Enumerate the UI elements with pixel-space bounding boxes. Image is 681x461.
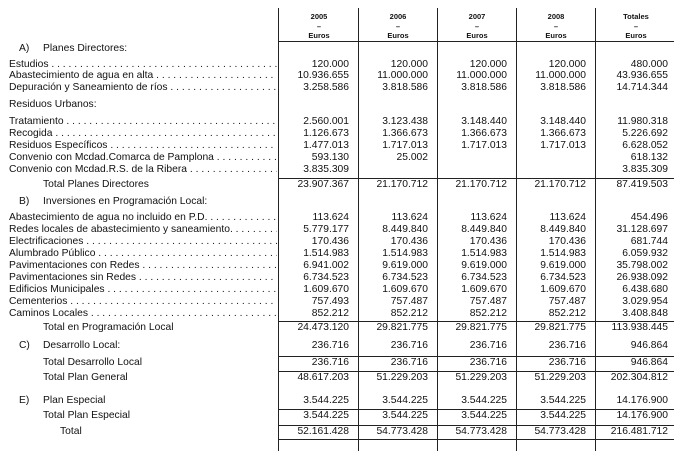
header-dash: –	[316, 22, 322, 31]
row-label: Recogida . . .	[9, 128, 277, 139]
cell-value: 3.029.954	[622, 296, 668, 307]
table-row	[0, 284, 681, 295]
table-row	[0, 128, 681, 139]
cell-value: 3.544.225	[382, 395, 428, 406]
cell-value: 3.544.225	[382, 410, 428, 421]
cell-value: 51.229.203	[534, 372, 586, 383]
table-row	[0, 224, 681, 235]
cell-value: 1.366.673	[540, 128, 586, 139]
cell-value: 757.487	[390, 296, 428, 307]
row-label: Cementerios . . .	[9, 296, 277, 307]
cell-value: 3.544.225	[540, 395, 586, 406]
cell-value: 29.821.775	[455, 322, 507, 333]
section-letter: E)	[19, 395, 30, 406]
bottom-rule	[278, 439, 674, 440]
cell-value: 3.148.440	[540, 116, 586, 127]
cell-value: 852.212	[548, 308, 586, 319]
cell-value: 1.514.983	[461, 248, 507, 259]
cell-value: 3.148.440	[461, 116, 507, 127]
cell-value: 113.624	[391, 212, 428, 223]
cell-value: 11.000.000	[377, 70, 428, 81]
cell-value: 3.835.309	[622, 164, 668, 175]
cell-value: 5.226.692	[622, 128, 668, 139]
section-label	[9, 43, 277, 54]
section-title: Planes Directores:	[43, 43, 128, 54]
cell-value: 236.716	[390, 340, 428, 351]
header-unit: Euros	[625, 31, 647, 40]
cell-value: 3.258.586	[303, 82, 349, 93]
section-title: Plan Especial	[43, 395, 106, 406]
cell-value: 1.609.670	[382, 284, 428, 295]
cell-value: 852.212	[311, 308, 349, 319]
header-unit: Euros	[545, 31, 567, 40]
total-rule	[278, 371, 674, 372]
row-label: Pavimentaciones con Redes . . .	[9, 260, 277, 271]
cell-value: 21.170.712	[455, 179, 507, 190]
cell-value: 1.366.673	[461, 128, 507, 139]
cell-value: 8.449.840	[540, 224, 586, 235]
cell-value: 11.000.000	[535, 70, 586, 81]
row-label: Total en Programación Local	[43, 322, 174, 333]
cell-value: 1.366.673	[382, 128, 428, 139]
cell-value: 454.496	[630, 212, 668, 223]
cell-value: 3.544.225	[540, 410, 586, 421]
cell-value: 10.936.655	[297, 70, 349, 81]
cell-value: 1.717.013	[540, 140, 586, 151]
row-label: Estudios . . .	[9, 59, 277, 70]
cell-value: 14.714.344	[616, 82, 668, 93]
cell-value: 946.864	[630, 340, 668, 351]
row-label: Alumbrado Público . . .	[9, 248, 277, 259]
cell-value: 5.779.177	[303, 224, 349, 235]
cell-value: 1.717.013	[382, 140, 428, 151]
cell-value: 14.176.900	[616, 410, 668, 421]
cell-value: 1.717.013	[461, 140, 507, 151]
total-row	[0, 410, 681, 421]
table-row	[0, 82, 681, 93]
row-label: Convenio con Mcdad.Comarca de Pamplona . . .	[9, 152, 277, 163]
total-row	[0, 372, 681, 383]
cell-value: 6.628.052	[622, 140, 668, 151]
cell-value: 120.000	[548, 59, 586, 70]
section-label	[9, 196, 277, 207]
header-year: 2006	[389, 12, 407, 21]
section-title: Inversiones en Programación Local:	[43, 196, 208, 207]
cell-value: 54.773.428	[455, 426, 507, 437]
table-row	[0, 140, 681, 151]
section-row	[0, 196, 681, 207]
header-unit: Euros	[466, 31, 488, 40]
total-rule	[278, 356, 674, 357]
row-label: Caminos Locales . . .	[9, 308, 277, 319]
header-year: 2008	[547, 12, 565, 21]
header-dash: –	[633, 22, 639, 31]
cell-value: 3.818.586	[382, 82, 428, 93]
cell-value: 113.624	[549, 212, 586, 223]
row-label: Total	[60, 426, 82, 437]
row-label: Abastecimiento de agua no incluido en P.D. . . .	[9, 212, 277, 223]
row-label: Residuos Específicos . . .	[9, 140, 277, 151]
cell-value: 54.773.428	[534, 426, 586, 437]
header-unit: Euros	[387, 31, 409, 40]
cell-value: 14.176.900	[616, 395, 668, 406]
table-row	[0, 212, 681, 223]
cell-value: 946.864	[630, 357, 668, 368]
total-row	[0, 357, 681, 368]
cell-value: 236.716	[311, 357, 349, 368]
header-dash: –	[553, 22, 559, 31]
row-label: Redes locales de abastecimiento y saneamiento. . . .	[9, 224, 277, 235]
row-label: Electrificaciones . . .	[9, 236, 277, 247]
cell-value: 51.229.203	[376, 372, 428, 383]
cell-value: 6.734.523	[540, 272, 586, 283]
cell-value: 170.436	[548, 236, 586, 247]
cell-value: 236.716	[390, 357, 428, 368]
row-label: Pavimentaciones sin Redes . . .	[9, 272, 277, 283]
cell-value: 757.487	[548, 296, 586, 307]
cell-value: 236.716	[548, 357, 586, 368]
section-title: Desarrollo Local:	[43, 340, 121, 351]
cell-value: 9.619.000	[382, 260, 428, 271]
cell-value: 170.436	[390, 236, 428, 247]
table-row	[0, 296, 681, 307]
row-label: Residuos Urbanos:	[9, 99, 97, 110]
row-label: Total Planes Directores	[43, 179, 149, 190]
cell-value: 202.304.812	[610, 372, 668, 383]
subsection-row	[0, 99, 681, 110]
cell-value: 120.000	[311, 59, 349, 70]
header-year: Totales	[623, 12, 649, 21]
cell-value: 3.544.225	[461, 395, 507, 406]
header-dash: –	[474, 22, 480, 31]
table-row	[0, 236, 681, 247]
cell-value: 1.477.013	[303, 140, 349, 151]
cell-value: 852.212	[469, 308, 507, 319]
cell-value: 29.821.775	[376, 322, 428, 333]
cell-value: 1.609.670	[461, 284, 507, 295]
cell-value: 6.734.523	[461, 272, 507, 283]
cell-value: 52.161.428	[297, 426, 349, 437]
cell-value: 48.617.203	[297, 372, 349, 383]
table-row	[0, 248, 681, 259]
row-label: Abastecimiento de agua en alta . . .	[9, 70, 277, 81]
table-row	[0, 164, 681, 175]
cell-value: 852.212	[390, 308, 428, 319]
total-row	[0, 179, 681, 190]
cell-value: 1.609.670	[540, 284, 586, 295]
total-rule	[278, 178, 674, 179]
section-row	[0, 340, 681, 351]
cell-value: 236.716	[469, 340, 507, 351]
section-label	[9, 340, 277, 351]
table-row	[0, 260, 681, 271]
cell-value: 8.449.840	[461, 224, 507, 235]
cell-value: 236.716	[548, 340, 586, 351]
cell-value: 3.835.309	[303, 164, 349, 175]
header-unit: Euros	[308, 31, 330, 40]
cell-value: 6.734.523	[303, 272, 349, 283]
cell-value: 3.123.438	[382, 116, 428, 127]
cell-value: 25.002	[396, 152, 428, 163]
cell-value: 3.408.848	[622, 308, 668, 319]
cell-value: 757.493	[311, 296, 349, 307]
table-row	[0, 152, 681, 163]
cell-value: 51.229.203	[455, 372, 507, 383]
cell-value: 11.000.000	[456, 70, 507, 81]
cell-value: 8.449.840	[382, 224, 428, 235]
cell-value: 593.130	[311, 152, 349, 163]
row-label: Tratamiento . . .	[9, 116, 277, 127]
cell-value: 113.624	[312, 212, 349, 223]
cell-value: 120.000	[390, 59, 428, 70]
cell-value: 480.000	[630, 59, 668, 70]
row-label: Convenio con Mcdad.R.S. de la Ribera . . .	[9, 164, 277, 175]
cell-value: 11.980.318	[617, 116, 668, 127]
cell-value: 1.609.670	[303, 284, 349, 295]
cell-value: 1.514.983	[382, 248, 428, 259]
cell-value: 87.419.503	[616, 179, 668, 190]
section-row	[0, 395, 681, 406]
section-letter: B)	[19, 196, 30, 207]
section-letter: A)	[19, 43, 30, 54]
cell-value: 170.436	[311, 236, 349, 247]
section-row	[0, 43, 681, 54]
cell-value: 3.544.225	[303, 410, 349, 421]
cell-value: 1.514.983	[303, 248, 349, 259]
cell-value: 170.436	[469, 236, 507, 247]
table-row	[0, 70, 681, 81]
cell-value: 23.907.367	[297, 179, 349, 190]
header-dash: –	[395, 22, 401, 31]
cell-value: 35.798.002	[616, 260, 668, 271]
row-label: Total Plan General	[43, 372, 128, 383]
cell-value: 216.481.712	[610, 426, 668, 437]
cell-value: 236.716	[311, 340, 349, 351]
cell-value: 9.619.000	[461, 260, 507, 271]
cell-value: 2.560.001	[303, 116, 349, 127]
cell-value: 54.773.428	[376, 426, 428, 437]
cell-value: 3.818.586	[461, 82, 507, 93]
cell-value: 236.716	[469, 357, 507, 368]
row-label: Depuración y Saneamiento de ríos . . .	[9, 82, 277, 93]
row-label: Total Desarrollo Local	[43, 357, 143, 368]
cell-value: 21.170.712	[534, 179, 586, 190]
cell-value: 31.128.697	[616, 224, 668, 235]
cell-value: 9.619.000	[540, 260, 586, 271]
cell-value: 113.938.445	[611, 322, 668, 333]
cell-value: 24.473.120	[297, 322, 349, 333]
table-row	[0, 272, 681, 283]
cell-value: 113.624	[470, 212, 507, 223]
total-row	[0, 322, 681, 333]
cell-value: 3.544.225	[303, 395, 349, 406]
row-label: Edificios Municipales . . .	[9, 284, 277, 295]
table-row	[0, 116, 681, 127]
total-rule	[278, 321, 674, 322]
cell-value: 757.487	[469, 296, 507, 307]
cell-value: 3.544.225	[461, 410, 507, 421]
cell-value: 6.734.523	[382, 272, 428, 283]
cell-value: 6.438.680	[622, 284, 668, 295]
cell-value: 681.744	[630, 236, 668, 247]
cell-value: 29.821.775	[534, 322, 586, 333]
cell-value: 120.000	[469, 59, 507, 70]
cell-value: 618.132	[630, 152, 668, 163]
section-letter: C)	[19, 340, 30, 351]
cell-value: 6.059.932	[622, 248, 668, 259]
row-label: Total Plan Especial	[43, 410, 131, 421]
total-row	[0, 426, 681, 437]
header-year: 2007	[468, 12, 486, 21]
total-rule	[278, 409, 674, 410]
cell-value: 1.514.983	[540, 248, 586, 259]
table-row	[0, 59, 681, 70]
cell-value: 1.126.673	[303, 128, 349, 139]
cell-value: 26.938.092	[616, 272, 668, 283]
header-rule	[278, 41, 674, 42]
total-rule	[278, 425, 674, 426]
header-year: 2005	[310, 12, 328, 21]
cell-value: 21.170.712	[376, 179, 428, 190]
cell-value: 3.818.586	[540, 82, 586, 93]
cell-value: 43.936.655	[616, 70, 668, 81]
cell-value: 6.941.002	[303, 260, 349, 271]
table-row	[0, 308, 681, 319]
section-label	[9, 395, 277, 406]
